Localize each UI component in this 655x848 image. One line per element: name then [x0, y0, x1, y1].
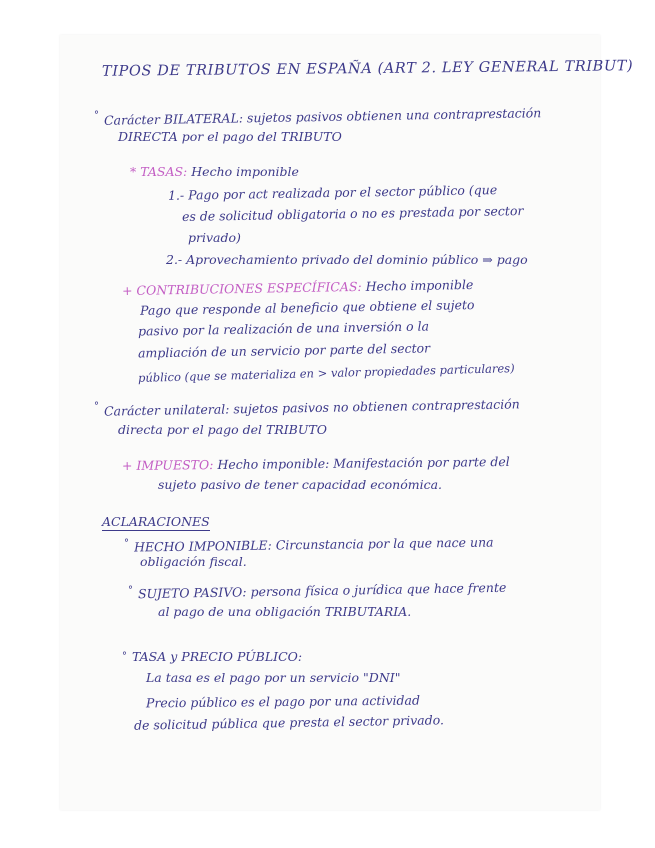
tasas-line-3: privado) — [188, 230, 241, 245]
bilateral-line-2: DIRECTA por el pago del TRIBUTO — [118, 129, 342, 144]
tasas-heading-rest: Hecho imponible — [191, 164, 299, 179]
bilateral-line-1: Carácter BILATERAL: sujetos pasivos obtienen una contraprestación — [103, 105, 542, 128]
sujeto-pasivo-line-2: al pago de una obligación TRIBUTARIA. — [158, 604, 412, 619]
contribuciones-line-3: ampliación de un servicio por parte del sector — [137, 340, 431, 361]
tasa-precio-line-3: Precio público es el pago por una actividad — [145, 692, 421, 711]
aclaraciones-heading: ACLARACIONES — [102, 514, 210, 529]
contribuciones-heading-row — [122, 278, 474, 298]
contribuciones-line-4: público (que se materializa en > valor propiedades particulares) — [137, 361, 515, 385]
bullet-bilateral: ° — [94, 110, 99, 121]
bullet-tasa-precio: ° — [122, 651, 127, 662]
tasas-heading-row — [130, 165, 299, 179]
tasas-heading: * TASAS: — [130, 164, 188, 179]
contribuciones-line-1: Pago que responde al beneficio que obtiene el sujeto — [139, 297, 475, 318]
impuesto-heading: + IMPUESTO: — [121, 457, 214, 474]
contribuciones-line-2: pasivo por la realización de una inversión o la — [137, 318, 430, 339]
bullet-unilateral: ° — [94, 401, 99, 412]
impuesto-heading-rest: Hecho imponible: Manifestación por parte del — [217, 453, 510, 473]
contribuciones-heading-rest: Hecho imponible — [365, 276, 474, 294]
bullet-hecho-imponible: ° — [124, 538, 129, 549]
page-title: TIPOS DE TRIBUTOS EN ESPAÑA (ART 2. LEY GENERAL TRIBUT) — [101, 58, 634, 80]
tasa-precio-line-4: de solicitud pública que presta el sector privado. — [133, 712, 445, 733]
unilateral-line-1: Carácter unilateral: sujetos pasivos no obtienen contraprestación — [103, 396, 520, 419]
bullet-sujeto-pasivo: ° — [128, 585, 133, 596]
tasas-line-1: 1.- Pago por act realizada por el sector público (que — [167, 182, 498, 203]
impuesto-line-1: sujeto pasivo de tener capacidad económica. — [158, 477, 442, 492]
unilateral-line-2: directa por el pago del TRIBUTO — [118, 422, 327, 437]
sujeto-pasivo-line-1: SUJETO PASIVO: persona física o jurídica que hace frente — [137, 579, 507, 602]
tasa-precio-line-2: La tasa es el pago por un servicio "DNI" — [146, 670, 401, 685]
hecho-imponible-line-2: obligación fiscal. — [140, 554, 247, 569]
notebook-page — [60, 35, 634, 810]
contribuciones-heading: + CONTRIBUCIONES ESPECÍFICAS: — [121, 278, 362, 299]
hecho-imponible-line-1: HECHO IMPONIBLE: Circunstancia por la que nace una — [133, 534, 494, 555]
tasa-precio-line-1: TASA y PRECIO PÚBLICO: — [132, 649, 303, 664]
impuesto-heading-row — [122, 455, 510, 473]
tasas-line-2: es de solicitud obligatoria o no es prestada por sector — [181, 203, 524, 224]
tasas-line-4: 2.- Aprovechamiento privado del dominio público ⇒ pago — [166, 252, 528, 267]
